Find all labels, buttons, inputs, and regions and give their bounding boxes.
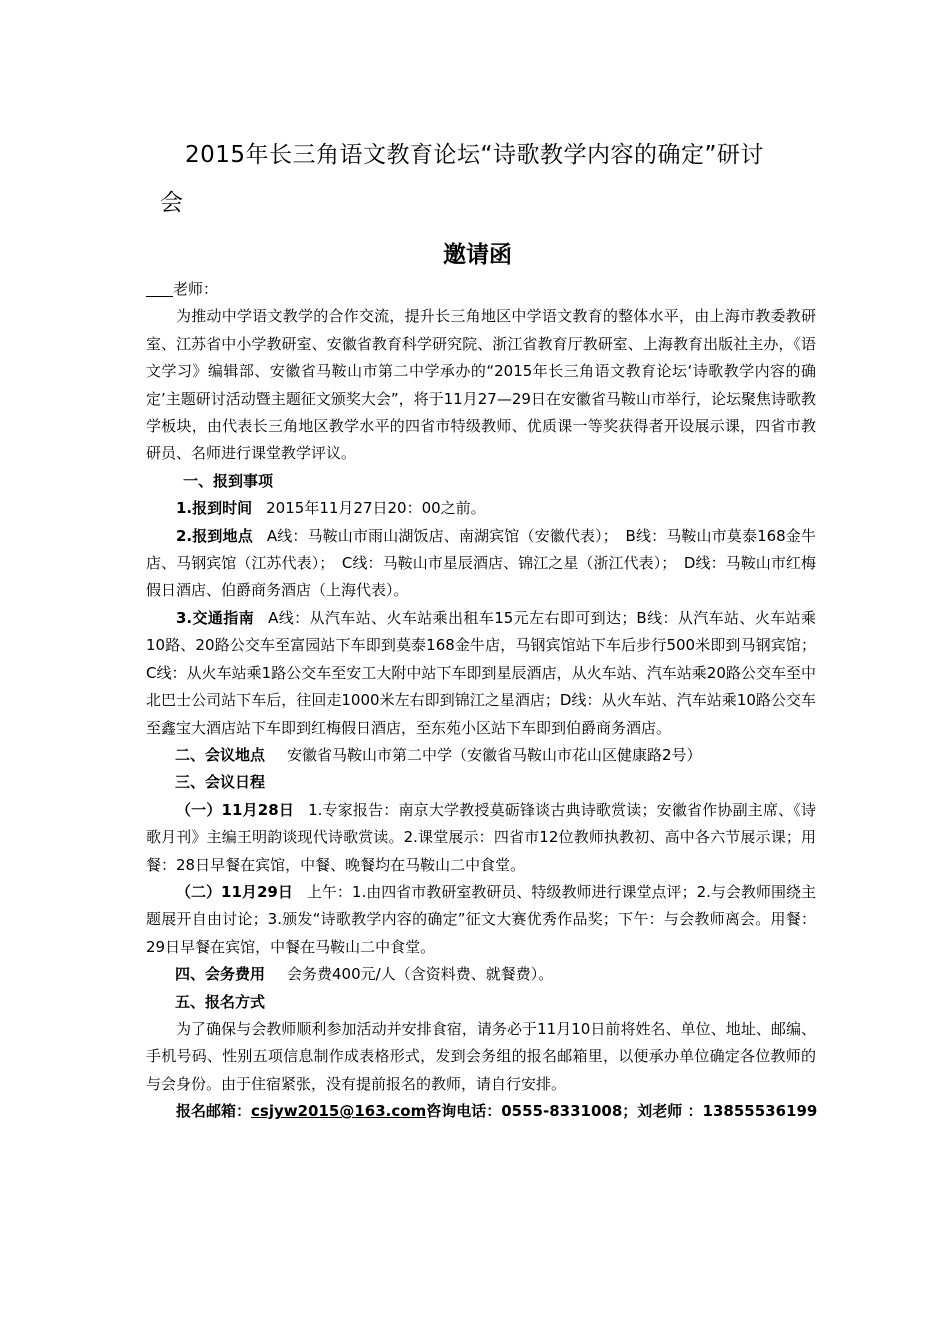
- registration-text: 为了确保与会教师顺利参加活动并安排食宿，请务必于11月10日前将姓名、单位、地址、邮编、手机号码、性别五项信息制作成表格形式，发到会务组的报名邮箱里，以便承办单位确定各位教师的与会身份。由于住宿紧张，没有提前报名的教师，请自行安排。: [146, 1019, 816, 1093]
- phone-number: 0555-8331008: [501, 1102, 623, 1121]
- section2-location: 二、会议地点 安徽省马鞍山市第二中学（安徽省马鞍山市花山区健康路2号）: [175, 745, 702, 764]
- section4-fee: 四、会务费用 会务费400元/人（含资料费、就餐费）。: [175, 965, 554, 984]
- salutation: 老师：: [146, 276, 816, 303]
- doc-title-line2: 会: [160, 190, 183, 216]
- traffic-guide: 3.交通指南 A线：从汽车站、火车站乘出租车15元左右即可到达；B线：从汽车站、火车站乘10路、20路公交车至富园站下车即到莫泰168金牛店，马钢宾馆站下车后步行500米即到马钢宾馆；C线：从火车站乘1路公交车至安工大附中站下车即到星辰酒店，从火车站、汽车站乘20路公交车至中北巴士公司站下车后，往回走1000米左右即到锦江之星酒店；D线：从火车站、汽车站乘10路公交车至鑫宝大酒店站下车即到红梅假日酒店，至东苑小区站下车即到伯爵商务酒店。: [146, 608, 816, 737]
- section1-heading: 一、报到事项: [183, 471, 274, 490]
- schedule-day1: （一）11月28日 1.专家报告：南京大学教授莫砺锋谈古典诗歌赏读；安徽省作协副主席、《诗歌月刊》主编王明韵谈现代诗歌赏读。2.课堂展示：四省市12位教师执教初、高中各六节展示课；用餐：28日早餐在宾馆，中餐、晚餐均在马鞍山二中食堂。: [146, 800, 817, 874]
- schedule-day2: （二）11月29日 上午：1.由四省市教研室教研员、特级教师进行课堂点评；2.与会教师围绕主题展开自由讨论；3.颁发“诗歌教学内容的确定”征文大赛优秀作品奖；下午：与会教师离会。用餐：29日早餐在宾馆，中餐在马鞍山二中食堂。: [146, 882, 816, 956]
- intro-paragraph: 为推动中学语文教学的合作交流，提升长三角地区中学语文教育的整体水平，由上海市教委教研室、江苏省中小学教研室、安徽省教育科学研究院、浙江省教育厅教研室、上海教育出版社主办，《语文学习》编辑部、安徽省马鞍山市第二中学承办的“2015年长三角语文教育论坛‘诗歌教学内容的确定’主题研讨活动暨主题征文颁奖大会”，将于11月27—29日在安徽省马鞍山市举行，论坛聚焦诗歌教学板块，由代表长三角地区教学水平的四省市特级教师、优质课一等奖获得者开设展示课，四省市教研员、名师进行课堂教学评议。: [146, 307, 816, 463]
- section3-heading: 三、会议日程: [175, 773, 266, 792]
- contact-line: 报名邮箱：csjyw2015@163.com咨询电话：0555-8331008；刘老师 ：13855536199: [176, 1102, 818, 1121]
- email-link[interactable]: csjyw2015@163.com: [251, 1102, 427, 1121]
- checkin-time: 1.报到时间 2015年11月27日20：00之前。: [176, 499, 486, 518]
- doc-title-line1: 2015年长三角语文教育论坛“诗歌教学内容的确定”研讨: [185, 142, 764, 168]
- checkin-place: 2.报到地点 A线：马鞍山市雨山湖饭店、南湖宾馆（安徽代表）； B线：马鞍山市莫泰168金牛店、马钢宾馆（江苏代表）； C线：马鞍山市星辰酒店、锦江之星（浙江代表）； D线：马鞍山市红梅假日酒店、伯爵商务酒店（上海代表）。: [146, 526, 816, 600]
- name-blank: [146, 280, 173, 297]
- doc-title-invitation: 邀请函: [443, 242, 512, 268]
- doc-body: [146, 276, 816, 1126]
- teacher-phone: 13855536199: [702, 1102, 818, 1121]
- section5-heading: 五、报名方式: [175, 992, 266, 1011]
